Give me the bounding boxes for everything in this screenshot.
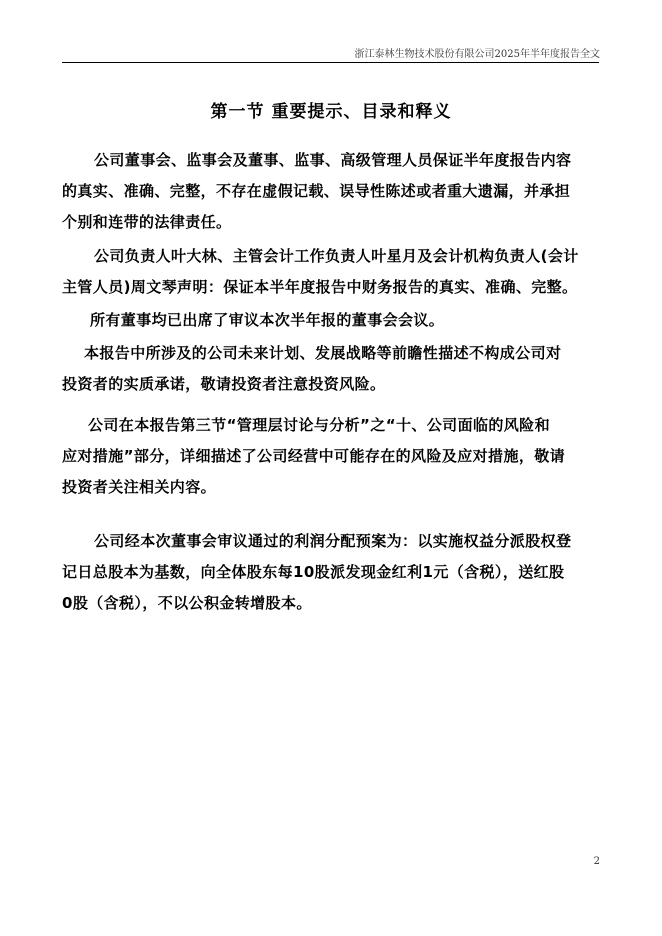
- paragraph-line: 投资者的实质承诺，敬请投资者注意投资风险。: [62, 375, 386, 393]
- paragraph-line: 本报告中所涉及的公司未来计划、发展战略等前瞻性描述不构成公司对: [84, 344, 562, 362]
- page-number: 2: [593, 856, 600, 867]
- paragraph-line: 主管人员)周文琴声明：保证本半年度报告中财务报告的真实、准确、完整。: [62, 278, 578, 296]
- paragraph-risk-notice: [62, 410, 602, 503]
- paragraph-board-attendance: [62, 305, 602, 336]
- header-divider: [62, 62, 599, 63]
- paragraph-line: 所有董事均已出席了审议本次半年报的董事会会议。: [90, 311, 445, 329]
- paragraph-line: 的真实、准确、完整，不存在虚假记载、误导性陈述或者重大遗漏，并承担: [62, 182, 571, 200]
- paragraph-line: 投资者关注相关内容。: [62, 478, 217, 496]
- paragraph-line: 应对措施”部分，详细描述了公司经营中可能存在的风险及应对措施，敬请: [62, 447, 566, 465]
- running-header: 浙江泰林生物技术股份有限公司2025年半年度报告全文: [354, 49, 600, 60]
- paragraph-line: 个别和连带的法律责任。: [62, 213, 232, 231]
- paragraph-line: 0股（含税），不以公积金转增股本。: [62, 594, 312, 612]
- paragraph-line: 公司在本报告第三节“管理层讨论与分析”之“十、公司面临的风险和: [88, 416, 550, 434]
- paragraph-forward-looking-disclaimer: [62, 338, 602, 400]
- paragraph-profit-distribution: [62, 526, 602, 619]
- paragraph-line: 公司董事会、监事会及董事、监事、高级管理人员保证半年度报告内容: [94, 151, 572, 169]
- paragraph-line: 记日总股本为基数，向全体股东每10股派发现金红利1元（含税），送红股: [62, 563, 565, 581]
- paragraph-line: 公司经本次董事会审议通过的利润分配预案为：以实施权益分派股权登: [94, 532, 572, 550]
- paragraph-responsibility-statement: [62, 145, 602, 238]
- section-title: 第一节 重要提示、目录和释义: [210, 102, 452, 122]
- paragraph-line: 公司负责人叶大林、主管会计工作负责人叶星月及会计机构负责人(会计: [94, 247, 579, 265]
- paragraph-financial-statement-declaration: [62, 241, 602, 303]
